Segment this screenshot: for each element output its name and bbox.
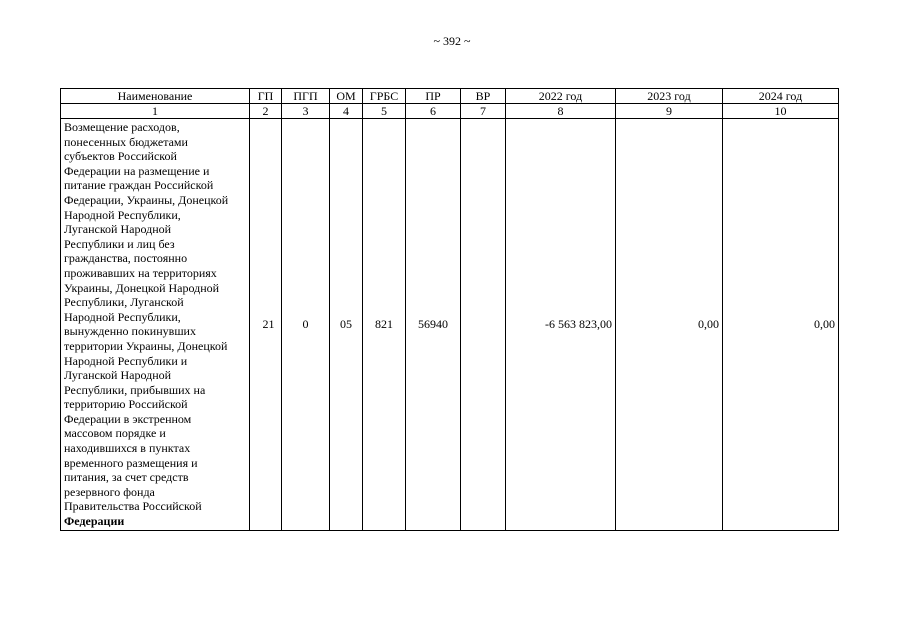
name-line: находившихся в пунктах (64, 441, 191, 456)
name-line: Украины, Донецкой Народной (64, 280, 220, 295)
name-line: Народной Республики, (64, 207, 181, 222)
name-line: гражданства, постоянно (64, 251, 188, 266)
name-line: Народной Республики, (64, 309, 181, 324)
name-line: понесенных бюджетами (64, 134, 188, 149)
name-line: Республики, прибывших на (64, 382, 206, 397)
name-line: питание граждан Российской (64, 178, 214, 193)
name-line: территорию Российской (64, 397, 188, 412)
name-line: Федерации в экстренном (64, 411, 192, 426)
table-row (61, 119, 839, 531)
name-line: Республики, Луганской (64, 295, 184, 310)
row-name-cell (61, 119, 250, 531)
index-cell: 1 (61, 104, 250, 119)
header-2023: 2023 год (616, 89, 723, 104)
index-cell: 3 (282, 104, 330, 119)
name-line: Федерации, Украины, Донецкой (64, 192, 229, 207)
name-line: массовом порядке и (64, 426, 166, 441)
name-line: Народной Республики и (64, 353, 188, 368)
column-index-row (61, 104, 839, 119)
index-cell: 10 (723, 104, 839, 119)
gp-cell: 21 (250, 119, 282, 531)
page-number: ~ 392 ~ (433, 34, 471, 48)
name-line: резервного фонда (64, 484, 155, 499)
index-cell: 9 (616, 104, 723, 119)
index-cell: 2 (250, 104, 282, 119)
name-line: питания, за счет средств (64, 470, 189, 485)
name-line: Луганской Народной (64, 222, 172, 237)
header-grbs: ГРБС (363, 89, 406, 104)
name-line: Возмещение расходов, (64, 120, 180, 134)
header-name: Наименование (61, 89, 250, 104)
index-cell: 7 (461, 104, 506, 119)
name-line: субъектов Российской (64, 149, 177, 164)
om-cell: 05 (330, 119, 363, 531)
name-line: проживавших на территориях (64, 265, 217, 280)
index-cell: 5 (363, 104, 406, 119)
amount-2024-cell: 0,00 (723, 119, 839, 531)
index-cell: 4 (330, 104, 363, 119)
header-gp: ГП (250, 89, 282, 104)
index-cell: 6 (406, 104, 461, 119)
name-line: вынужденно покинувших (64, 324, 196, 339)
name-line: Федерации (64, 514, 125, 529)
vr-cell (461, 119, 506, 531)
name-line: Луганской Народной (64, 368, 172, 383)
header-2022: 2022 год (506, 89, 616, 104)
amount-2023-cell: 0,00 (616, 119, 723, 531)
name-line: временного размещения и (64, 455, 198, 470)
pgp-cell: 0 (282, 119, 330, 531)
header-vr: ВР (461, 89, 506, 104)
grbs-cell: 821 (363, 119, 406, 531)
budget-table (60, 88, 839, 531)
pr-cell: 56940 (406, 119, 461, 531)
index-cell: 8 (506, 104, 616, 119)
name-line: Федерации на размещение и (64, 163, 210, 178)
name-line: Правительства Российской (64, 499, 202, 514)
header-2024: 2024 год (723, 89, 839, 104)
header-om: ОМ (330, 89, 363, 104)
name-line: территории Украины, Донецкой (64, 338, 228, 353)
name-line: Республики и лиц без (64, 236, 175, 251)
header-pgp: ПГП (282, 89, 330, 104)
amount-2022-cell: -6 563 823,00 (506, 119, 616, 531)
header-row (61, 89, 839, 104)
header-pr: ПР (406, 89, 461, 104)
